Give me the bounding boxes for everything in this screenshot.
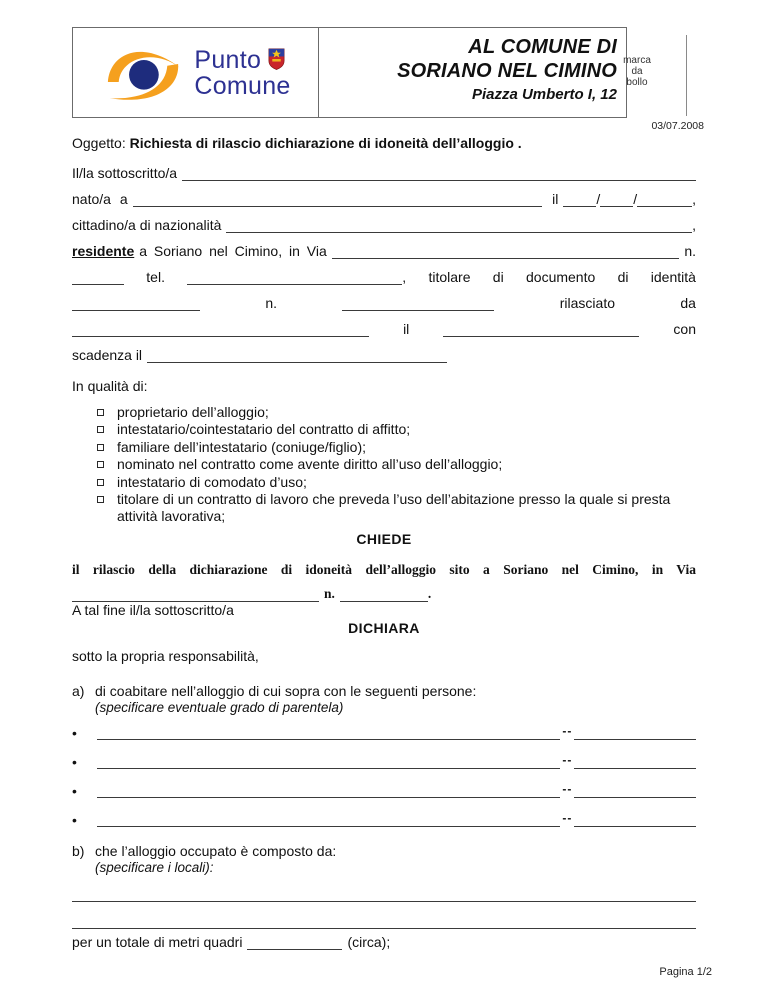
blank-mese [600, 192, 633, 207]
n-label-1: n. [684, 243, 696, 259]
row-cittadino [72, 207, 696, 233]
bullet-icon: • [72, 782, 77, 799]
stamp-word-1: marca [623, 55, 651, 66]
subject-text: Richiesta di rilascio dichiarazione di idoneità dell’alloggio . [129, 135, 522, 151]
blank-anno [637, 192, 692, 207]
dash-separator: -- [562, 752, 573, 767]
section-b-title [72, 843, 696, 860]
blank-data-rilascio [443, 322, 639, 337]
row-residente [72, 233, 696, 259]
blank-telefono [187, 270, 402, 285]
blank-numero-documento [342, 296, 494, 311]
applicant-form [72, 155, 696, 363]
locali-line-1 [72, 887, 696, 899]
logo-word-punto: Punto [194, 45, 262, 74]
blank-civico [72, 270, 124, 285]
date-stamp: 03/07.2008 [651, 120, 704, 132]
cohabitant-row-2 [72, 745, 696, 769]
sottoscritto-label: Il/la sottoscritto/a [72, 165, 178, 181]
blank-luogo-nascita [133, 192, 542, 207]
n-label-3: n. [324, 585, 335, 601]
dash-separator: -- [562, 781, 573, 796]
quality-option-4: nominato nel contratto come avente diritto all’uso dell’alloggio; [97, 456, 696, 473]
right-vertical-rule [686, 35, 687, 116]
word-da: da [680, 295, 696, 311]
section-b-text: che l’alloggio occupato è composto da: [95, 842, 337, 859]
comma-3: , [402, 269, 407, 285]
chiede-paragraph: il rilascio della dichiarazione di idoneità dell’alloggio sito a Soriano nel Cimino, in Via [72, 561, 696, 577]
il-label: il [552, 191, 559, 207]
in-qualita-label: In qualità di: [72, 378, 148, 394]
chiede-heading: CHIEDE [356, 530, 412, 547]
cohabitant-rows [72, 716, 696, 827]
page-number: Pagina 1/2 [659, 966, 712, 978]
blank-nome [182, 166, 696, 181]
slash-2: / [633, 191, 638, 207]
n-label-2: n. [265, 295, 278, 311]
stamp-word-2: da [631, 66, 643, 77]
blank-tipo-documento [72, 296, 200, 311]
blank-persona-1 [97, 725, 560, 740]
dichiara-heading: DICHIARA [348, 619, 420, 636]
blank-giorno [563, 192, 596, 207]
section-a-note: (specificare eventuale grado di parentela) [95, 699, 344, 715]
checkbox-icon [97, 409, 104, 416]
punto-comune-logo [73, 28, 319, 117]
blank-ente-rilascio [72, 322, 369, 337]
comma-1: , [692, 191, 696, 207]
il-label-2: il [403, 321, 410, 337]
marca-da-bollo-label [597, 55, 677, 88]
blank-civico-alloggio [340, 587, 428, 602]
total-mq-row [72, 926, 696, 950]
stamp-word-3: bollo [626, 77, 648, 88]
quality-option-1: proprietario dell’alloggio; [97, 404, 696, 421]
row-sottoscritto [72, 155, 696, 181]
cittadino-label: cittadino/a di nazionalità [72, 217, 222, 233]
header-title [319, 28, 626, 117]
blank-parentela-3 [574, 783, 696, 798]
quality-option-3: familiare dell’intestatario (coniuge/figlio); [97, 439, 696, 456]
blank-locali-2 [72, 914, 696, 929]
tel-label: tel. [146, 269, 165, 285]
blank-persona-2 [97, 754, 560, 769]
title-line1: AL COMUNE DI [468, 36, 617, 58]
cohabitant-row-4 [72, 803, 696, 827]
title-address: Piazza Umberto I, 12 [471, 86, 617, 103]
locali-line-2 [72, 914, 696, 926]
blank-parentela-4 [574, 812, 696, 827]
bullet-icon: • [72, 724, 77, 741]
section-a [72, 683, 696, 716]
nato-label: nato/a a [72, 191, 128, 207]
blank-via-alloggio [72, 587, 319, 602]
crest-icon [268, 48, 285, 70]
header [72, 27, 696, 118]
a-tal-fine-label: A tal fine il/la sottoscritto/a [72, 601, 234, 618]
scadenza-label: scadenza il [72, 347, 143, 363]
cohabitant-row-3 [72, 774, 696, 798]
eye-swoosh-logo-icon [100, 37, 186, 109]
checkbox-icon [97, 479, 104, 486]
chiede-via-row [72, 580, 696, 602]
slash-1: / [596, 191, 601, 207]
row-rilasciato-da [72, 311, 696, 337]
quality-option-2: intestatario/cointestatario del contratto di affitto; [97, 421, 696, 438]
responsabilita-label: sotto la propria responsabilità, [72, 647, 259, 664]
blank-metri-quadri [247, 935, 342, 950]
subject-line [72, 135, 696, 152]
blank-via [332, 244, 680, 259]
row-scadenza [72, 337, 696, 363]
checkbox-icon [97, 496, 104, 503]
word-titolare: titolare [428, 269, 471, 285]
checkbox-icon [97, 426, 104, 433]
bullet-icon: • [72, 811, 77, 828]
logo-text [194, 47, 290, 99]
dash-separator: -- [562, 810, 573, 825]
blank-locali-1 [72, 887, 696, 902]
blank-parentela-1 [574, 725, 696, 740]
blank-persona-4 [97, 812, 560, 827]
word-documento: documento [526, 269, 596, 285]
word-di-1: di [492, 269, 504, 285]
blank-nazionalita [226, 218, 692, 233]
blank-parentela-2 [574, 754, 696, 769]
quality-option-6: titolare di un contratto di lavoro che preveda l’uso dell’abitazione presso la quale si presta attività lavorativa; [97, 491, 696, 526]
period: . [427, 585, 432, 601]
subject-label: Oggetto: [72, 135, 126, 151]
header-box [72, 27, 627, 118]
dash-separator: -- [562, 723, 573, 738]
row-telefono [72, 259, 696, 285]
checkbox-icon [97, 444, 104, 451]
section-a-text: di coabitare nell’alloggio di cui sopra con le seguenti persone: [95, 682, 477, 699]
section-b-letter: b) [72, 842, 85, 859]
word-identita: identità [650, 269, 696, 285]
word-rilasciato: rilasciato [559, 295, 616, 311]
row-nato [72, 181, 696, 207]
cohabitant-row-1 [72, 716, 696, 740]
section-b [72, 843, 696, 876]
bullet-icon: • [72, 753, 77, 770]
blank-scadenza [147, 348, 447, 363]
section-a-letter: a) [72, 682, 85, 699]
comma-2: , [692, 217, 696, 233]
checkbox-icon [97, 461, 104, 468]
section-b-note: (specificare i locali): [95, 859, 214, 875]
quality-option-5: intestatario di comodato d’uso; [97, 474, 696, 491]
blank-persona-3 [97, 783, 560, 798]
total-suffix: (circa); [347, 933, 391, 950]
total-prefix: per un totale di metri quadri [72, 933, 243, 950]
logo-word-comune: Comune [194, 71, 291, 100]
section-a-title [72, 683, 696, 700]
residente-rest: a Soriano nel Cimino, in Via [139, 243, 327, 259]
word-di-2: di [617, 269, 629, 285]
word-con: con [673, 321, 696, 337]
title-line2: SORIANO NEL CIMINO [397, 60, 617, 82]
residente-label: residente [72, 243, 135, 259]
row-documento-n [72, 285, 696, 311]
quality-options-list [72, 404, 696, 526]
